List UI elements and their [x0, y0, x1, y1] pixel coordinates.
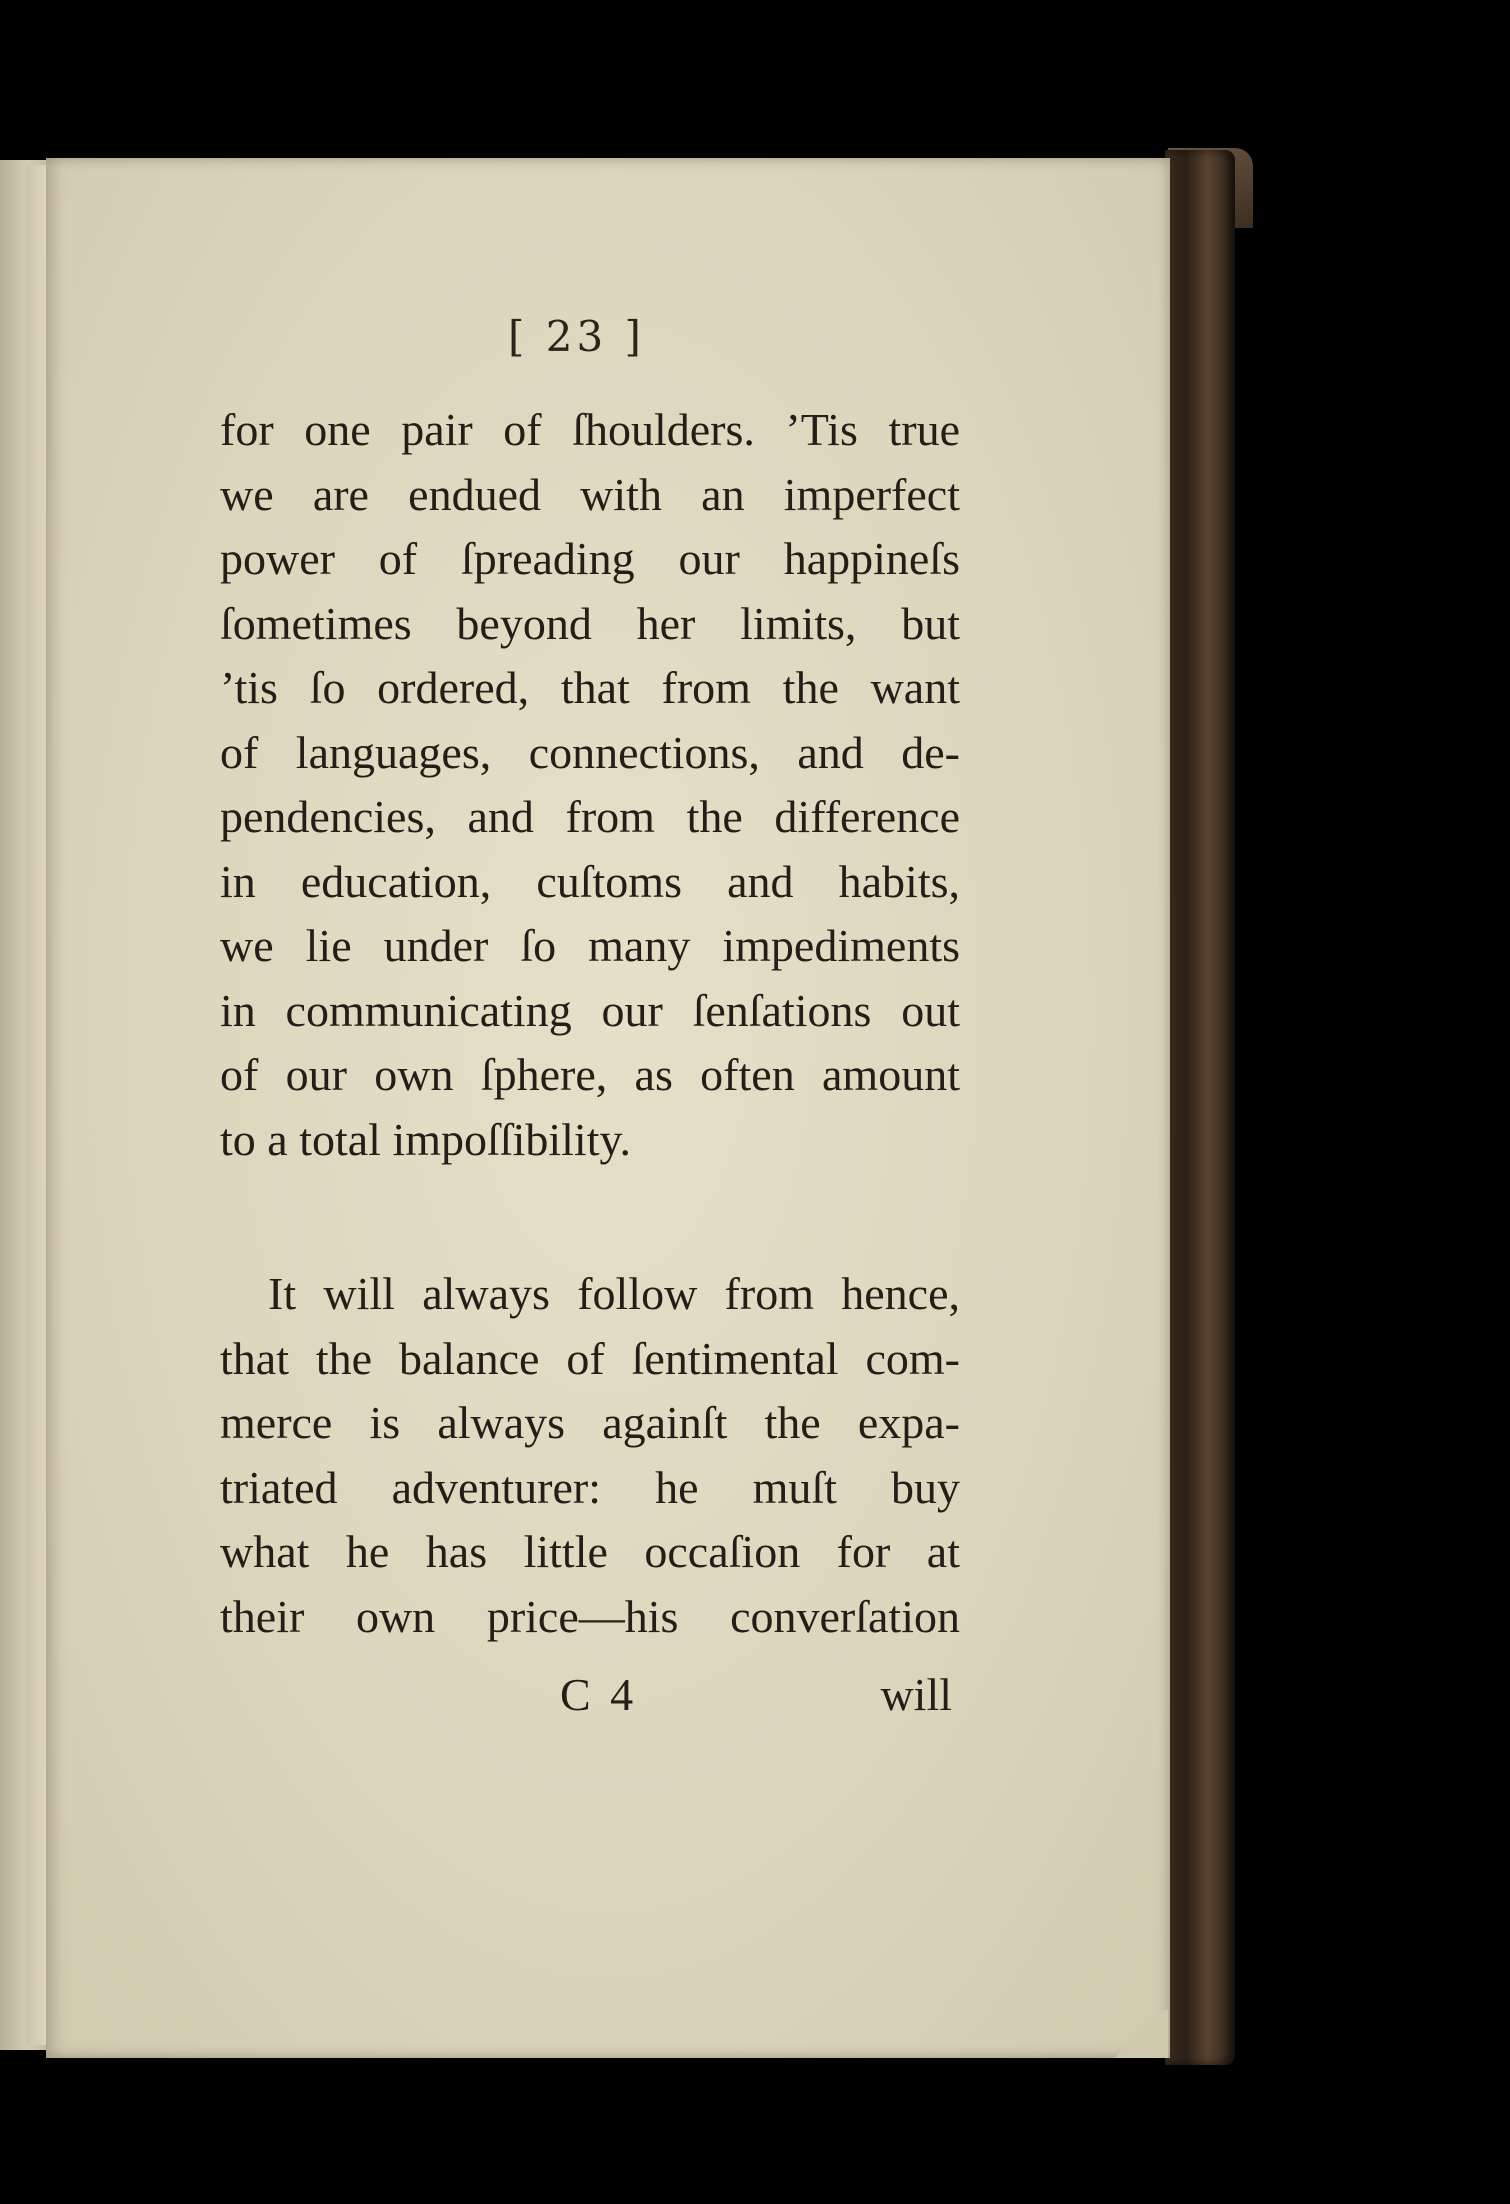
book-cover-edge: [1165, 150, 1235, 2065]
paragraph-1: [220, 398, 960, 1172]
text-line: in communicating our ſenſations out: [220, 984, 960, 1036]
text-line: It will always follow from hence,: [268, 1268, 960, 1319]
text-line: ſometimes beyond her limits, but: [220, 597, 960, 649]
text-line: we are endued with an imperfect: [220, 468, 960, 520]
text-line: in education, cuſtoms and habits,: [220, 855, 960, 907]
text-line: to a total impoſſibility.: [220, 1113, 631, 1165]
text-line: for one pair of ſhoulders. ’Tis true: [220, 404, 960, 455]
text-line: pendencies, and from the difference: [220, 791, 960, 842]
text-line: ’tis ſo ordered, that from the want: [220, 662, 960, 713]
text-line: what he has little occaſion for at: [220, 1526, 960, 1577]
text-line: of languages, connections, and de-: [220, 726, 960, 778]
page-number-header: [ 23 ]: [508, 312, 645, 361]
facing-page-gutter: [26, 165, 48, 2045]
page-footer: [220, 1668, 960, 1732]
page-corner-fold: [1108, 2010, 1168, 2058]
signature-mark: C 4: [560, 1669, 638, 1720]
paragraph-2: [220, 1262, 960, 1649]
catchword: will: [880, 1669, 952, 1720]
text-line: merce is always againſt the expa-: [220, 1397, 960, 1448]
text-line: triated adventurer: he muſt buy: [220, 1461, 960, 1513]
text-line: of our own ſphere, as often amount: [220, 1049, 960, 1100]
text-line: power of ſpreading our happineſs: [220, 533, 960, 584]
text-line: their own price—his converſation: [220, 1590, 960, 1642]
text-line: we lie under ſo many impediments: [220, 920, 960, 971]
text-line: that the balance of ſentimental com-: [220, 1332, 960, 1384]
